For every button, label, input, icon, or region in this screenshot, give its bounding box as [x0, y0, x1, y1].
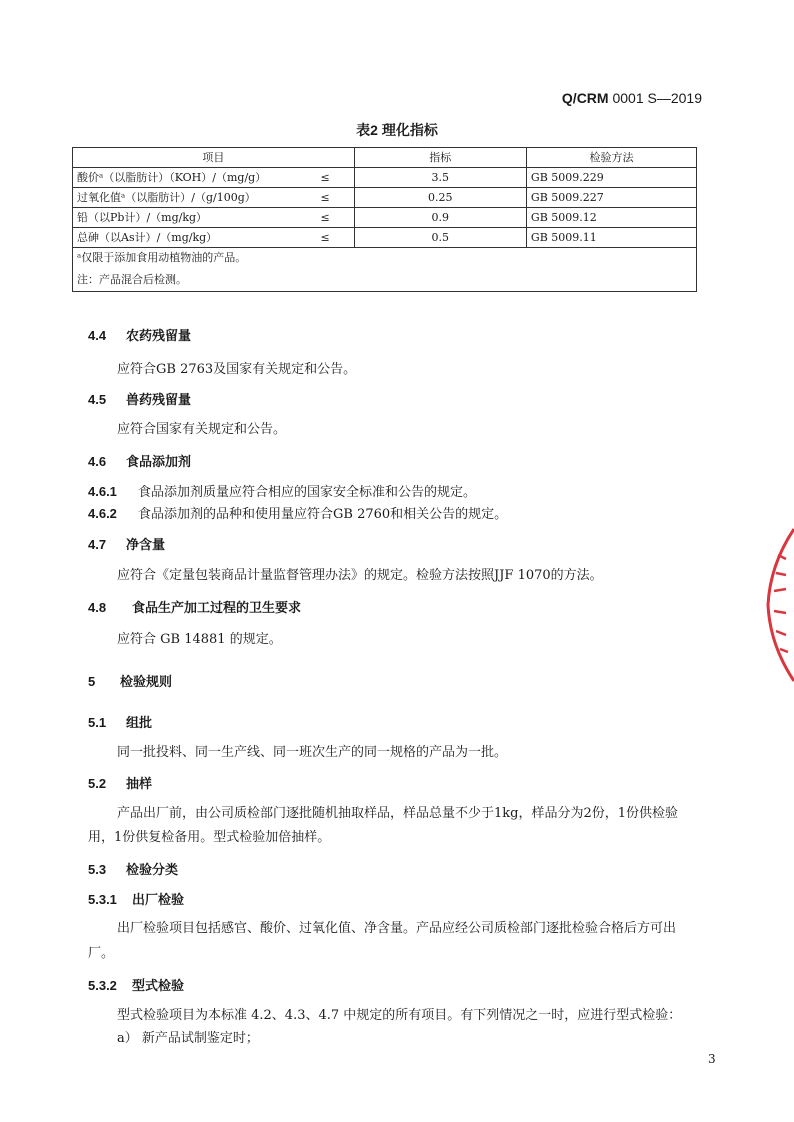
row-operator: ≤ — [320, 171, 330, 184]
table-note: 注：产品混合后检测。 — [73, 267, 697, 292]
row-item: 铅（以Pb计）/（mg/kg） — [77, 211, 208, 224]
row-item: 过氧化值ᵃ（以脂肪计）/（g/100g） — [77, 191, 256, 204]
row-method: GB 5009.12 — [526, 208, 696, 228]
row-value: 0.5 — [354, 228, 526, 248]
row-value: 3.5 — [354, 168, 526, 188]
section-4-4-heading: 4.4 农药残留量 — [88, 328, 192, 343]
section-4-8-heading: 4.8 食品生产加工过程的卫生要求 — [88, 600, 302, 615]
table-row — [73, 168, 697, 188]
section-5-2-text-line2: 用，1份供复检备用。型式检验加倍抽样。 — [88, 830, 331, 845]
section-5-3-2-heading: 5.3.2 型式检验 — [88, 978, 185, 993]
row-method: GB 5009.229 — [526, 168, 696, 188]
section-4-6-1: 4.6.1 食品添加剂质量应符合相应的国家安全标准和公告的规定。 — [88, 484, 477, 500]
row-operator: ≤ — [320, 231, 330, 244]
table-row — [73, 228, 697, 248]
section-5-1-heading: 5.1 组批 — [88, 715, 153, 730]
document-id: Q/CRM 0001 S—2019 — [561, 90, 702, 106]
section-4-7-heading: 4.7 净含量 — [88, 537, 166, 552]
seal-arc — [768, 529, 794, 681]
header-method: 检验方法 — [526, 148, 696, 168]
row-value: 0.25 — [354, 188, 526, 208]
table-caption: 表2 理化指标 — [356, 122, 438, 138]
section-4-5-text: 应符合国家有关规定和公告。 — [117, 422, 287, 437]
section-5-3-2-text: 型式检验项目为本标准 4.2、4.3、4.7 中规定的所有项目。有下列情况之一时，应进行型式检验： — [117, 1008, 682, 1023]
section-5-heading: 5 检验规则 — [88, 674, 173, 689]
header-item: 项目 — [73, 148, 355, 168]
section-5-3-heading: 5.3 检验分类 — [88, 862, 179, 877]
row-item: 酸价ᵃ（以脂肪计）（KOH）/（mg/g） — [77, 171, 267, 184]
section-5-2-text-line1: 产品出厂前，由公司质检部门逐批随机抽取样品，样品总量不少于1kg，样品分为2份，1份供检验 — [117, 806, 679, 821]
table-row — [73, 188, 697, 208]
section-5-2-heading: 5.2 抽样 — [88, 776, 153, 791]
section-4-6-heading: 4.6 食品添加剂 — [88, 454, 192, 469]
section-4-7-text: 应符合《定量包装商品计量监督管理办法》的规定。检验方法按照JJF 1070的方法。 — [117, 568, 603, 583]
row-item: 总砷（以As计）/（mg/kg） — [77, 231, 218, 244]
section-4-8-text: 应符合 GB 14881 的规定。 — [117, 632, 282, 647]
section-4-4-text: 应符合GB 2763及国家有关规定和公告。 — [117, 362, 357, 377]
row-operator: ≤ — [320, 191, 330, 204]
section-5-3-1-text-line1: 出厂检验项目包括感官、酸价、过氧化值、净含量。产品应经公司质检部门逐批检验合格后方可出 — [117, 921, 677, 936]
red-seal-stamp — [760, 525, 794, 685]
header-indicator: 指标 — [354, 148, 526, 168]
section-4-6-2: 4.6.2 食品添加剂的品种和使用量应符合GB 2760和相关公告的规定。 — [88, 506, 508, 522]
row-method: GB 5009.11 — [526, 228, 696, 248]
section-5-3-1-heading: 5.3.1 出厂检验 — [88, 892, 185, 907]
section-5-3-2-item-a: a） 新产品试制鉴定时； — [117, 1031, 259, 1046]
page-number: 3 — [708, 1052, 716, 1066]
section-5-3-1-text-line2: 厂。 — [88, 946, 115, 961]
row-value: 0.9 — [354, 208, 526, 228]
table-footnote: ᵃ仅限于添加食用动植物油的产品。 — [73, 248, 697, 268]
seal-marks — [774, 555, 788, 652]
physicochemical-table — [72, 147, 697, 292]
section-4-5-heading: 4.5 兽药残留量 — [88, 392, 192, 407]
row-method: GB 5009.227 — [526, 188, 696, 208]
section-5-1-text: 同一批投料、同一生产线、同一班次生产的同一规格的产品为一批。 — [117, 745, 508, 760]
row-operator: ≤ — [320, 211, 330, 224]
table-header-row — [73, 148, 697, 168]
table-row — [73, 208, 697, 228]
